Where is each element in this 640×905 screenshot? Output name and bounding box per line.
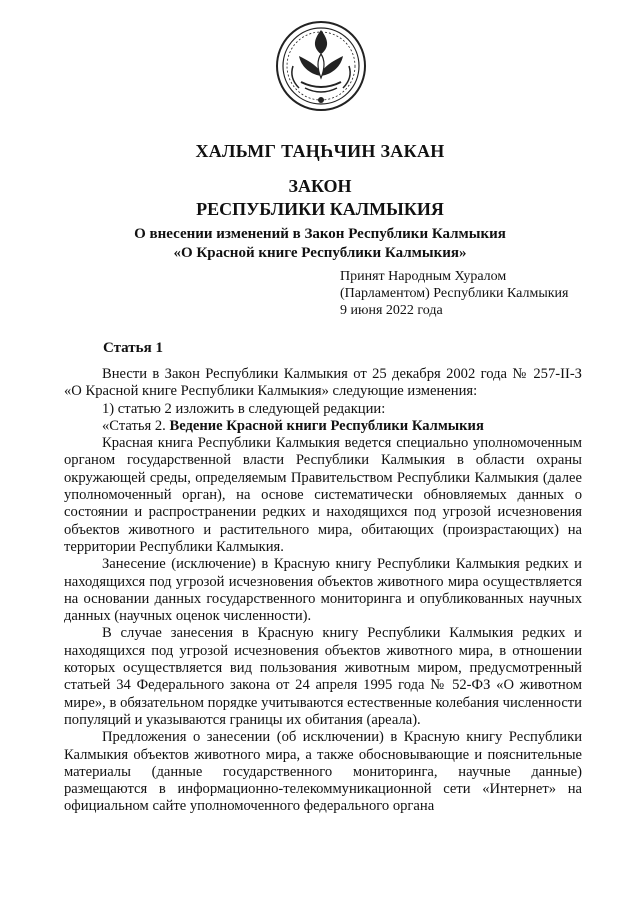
law-body <box>64 366 582 816</box>
paragraph-red-book-maintenance: Красная книга Республики Калмыкия ведется специально уполномоченным органом государственной власти Республики Калмыкия в области охраны окружающей среды, определяемым Правительством Республики Калмыкия (далее уполномоченный орган), на основе систематически обновляемых данных о состоянии и распространении редких и находящихся под угрозой исчезновения объектов животного и растительного мира, обитающих (произрастающих) на территории Республики Калмыкия. <box>64 435 582 555</box>
law-subtitle-line-1: О внесении изменений в Закон Республики Калмыкия <box>134 226 506 242</box>
adoption-note <box>340 268 580 319</box>
kalmyk-title: ХАЛЬМГ ТАҢҺЧИН ЗАКАН <box>195 141 445 161</box>
republic-heading: РЕСПУБЛИКИ КАЛМЫКИЯ <box>196 199 444 219</box>
paragraph-article-2-heading <box>64 418 582 435</box>
paragraph-hunting-species: В случае занесения в Красную книгу Республики Калмыкия редких и находящихся под угрозой исчезновения объектов животного мира, в отношении которых осуществляется вид пользования животным миром, предусмотренный статьей 34 Федерального закона от 24 апреля 1995 года № 52-ФЗ «О животном мире», в обязательном порядке учитываются естественные колебания численности популяций и указываются границы их обитания (ареала). <box>64 625 582 728</box>
paragraph-intro: Внести в Закон Республики Калмыкия от 25 декабря 2002 года № 257-II-З «О Красной книге Республики Калмыкия» следующие изменения: <box>64 366 582 400</box>
law-subtitle-line-2: «О Красной книге Республики Калмыкия» <box>173 245 467 261</box>
coat-of-arms-icon <box>275 20 367 112</box>
paragraph-item-1: 1) статью 2 изложить в следующей редакции: <box>102 400 386 417</box>
article-heading: Статья 1 <box>103 340 163 356</box>
paragraph-proposals: Предложения о занесении (об исключении) в Красную книгу Республики Калмыкия объектов животного мира, а также обосновывающие и пояснительные материалы (данные государственного мониторинга, научные данные) размещаются в информационно-телекоммуникационной сети «Интернет» на официальном сайте уполномоченного федерального органа <box>64 729 582 815</box>
adoption-line-2: (Парламентом) Республики Калмыкия <box>340 286 569 301</box>
article-2-prefix: «Статья 2. <box>102 417 170 434</box>
adoption-date: 9 июня 2022 года <box>340 303 443 318</box>
article-2-title: Ведение Красной книги Республики Калмыкия <box>169 417 484 434</box>
adoption-line-1: Принят Народным Хуралом <box>340 269 507 284</box>
law-heading: ЗАКОН <box>288 176 352 196</box>
coat-of-arms-emblem <box>275 20 367 112</box>
paragraph-inclusion-exclusion: Занесение (исключение) в Красную книгу Республики Калмыкия редких и находящихся под угрозой исчезновения объектов животного мира осуществляется на основании данных государственного мониторинга и опубликованных научных данных (научных оценок численности). <box>64 556 582 625</box>
